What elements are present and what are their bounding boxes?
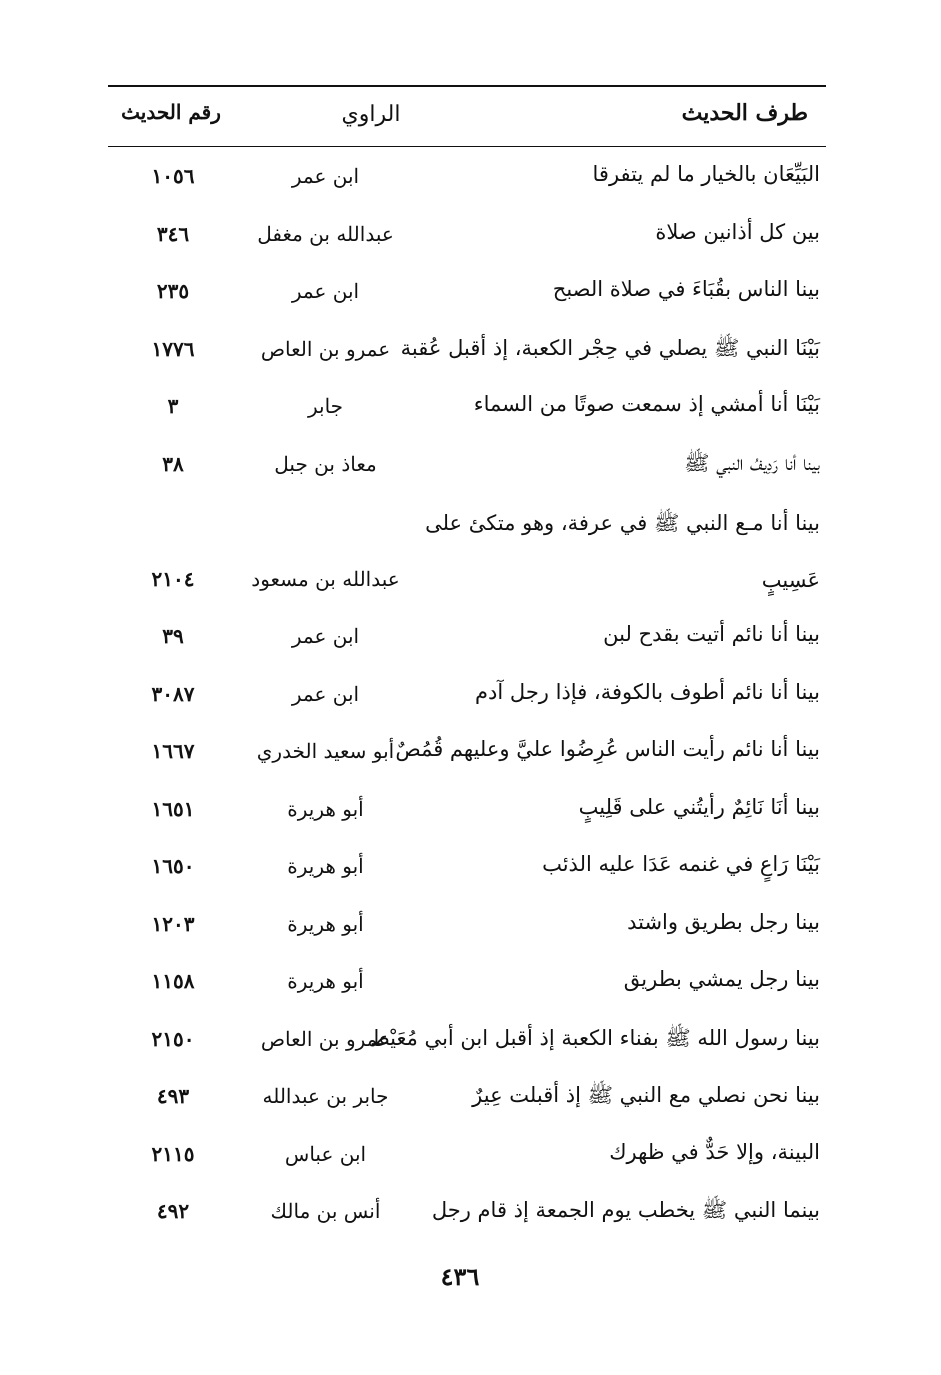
hadith-text: بينا نحن نصلي مع النبي ﷺ إذ أقبلت عِيرٌ xyxy=(472,1083,820,1107)
page-number: ٤٣٦ xyxy=(440,1262,480,1291)
narrator: ابن عباس xyxy=(284,1141,367,1166)
table-row xyxy=(108,438,826,496)
table-row xyxy=(108,1013,826,1071)
hadith-number: ٣٩ xyxy=(162,624,184,648)
hadith-number: ٣٤٦ xyxy=(156,221,190,246)
table-row xyxy=(108,323,826,381)
hadith-number: ١٢٠٣ xyxy=(151,911,195,936)
hadith-index-table xyxy=(108,150,826,1243)
header-hadith-text: طرف الحديث xyxy=(681,100,808,126)
table-row xyxy=(108,1185,826,1243)
narrator: ابن عمر xyxy=(291,164,360,188)
hadith-text: بينا أنا نائم أطوف بالكوفة، فإذا رجل آدم xyxy=(475,679,820,704)
table-row xyxy=(108,495,826,610)
table-row xyxy=(108,380,826,438)
hadith-text: بينا أنا مـع النبي ﷺ في عرفة، وهو متكئ على عَسِيبٍ xyxy=(425,511,820,592)
table-row xyxy=(108,150,826,208)
hadith-number: ٢١٥٠ xyxy=(151,1026,195,1051)
hadith-number: ٤٩٢ xyxy=(156,1199,190,1223)
header-hadith-number: رقم الحديث xyxy=(121,100,221,124)
table-row xyxy=(108,783,826,841)
table-row xyxy=(108,1128,826,1186)
hadith-text: بينما النبي ﷺ يخطب يوم الجمعة إذ قام رجل xyxy=(431,1198,820,1222)
table-row xyxy=(108,898,826,956)
narrator: أبو سعيد الخدري xyxy=(256,739,395,763)
hadith-number: ١٦٥١ xyxy=(151,796,195,821)
hadith-number: ٢٣٥ xyxy=(156,279,190,303)
hadith-text: بينا أنا نائم رأيت الناس عُرِضُوا عليَّ وعليهم قُمُصٌ xyxy=(395,737,820,761)
hadith-text: بينا رجل يمشي بطريق xyxy=(623,967,820,991)
header-narrator: الراوي xyxy=(341,102,401,127)
narrator: أبو هريرة xyxy=(287,969,364,993)
hadith-text: بَيْنَا النبي ﷺ يصلي في حِجْر الكعبة، إذ أقبل عُقبة xyxy=(400,335,820,360)
table-row xyxy=(108,725,826,783)
narrator: أنس بن مالك xyxy=(270,1199,381,1223)
hadith-number: ٢١١٥ xyxy=(151,1141,195,1166)
table-row xyxy=(108,1070,826,1128)
hadith-text: بينا رسول الله ﷺ بفناء الكعبة إذ أقبل ابن أبي مُعَيْط xyxy=(370,1025,820,1050)
table-row xyxy=(108,265,826,323)
narrator: جابر بن عبدالله xyxy=(262,1084,389,1108)
narrator: جابر xyxy=(307,394,344,418)
hadith-number: ٣٠٨٧ xyxy=(151,681,195,706)
narrator: أبو هريرة xyxy=(287,911,364,936)
hadith-text: بينا أنا رَدِيفُ النبي ﷺ xyxy=(684,450,820,475)
hadith-number: ٣٨ xyxy=(162,451,184,476)
narrator: ابن عمر xyxy=(291,624,360,648)
hadith-text: بينا الناس بقُبَاءَ في صلاة الصبح xyxy=(552,277,820,301)
hadith-number: ٢١٠٤ xyxy=(151,567,195,591)
table-row xyxy=(108,955,826,1013)
hadith-text: البَيِّعَان بالخيار ما لم يتفرقا xyxy=(592,162,820,186)
narrator: معاذ بن جبل xyxy=(274,451,377,476)
hadith-number: ١٦٦٧ xyxy=(151,739,195,763)
narrator: عبدالله بن مغفل xyxy=(257,221,394,246)
hadith-text: بَيْنَا رَاعٍ في غنمه عَدَا عليه الذئب xyxy=(542,852,820,876)
hadith-number: ٤٩٣ xyxy=(156,1084,190,1108)
table-row xyxy=(108,208,826,266)
narrator: أبو هريرة xyxy=(287,854,364,878)
hadith-number: ٣ xyxy=(167,394,179,418)
hadith-text: بينا رجل بطريق واشتد xyxy=(627,909,820,934)
table-header xyxy=(108,96,826,140)
narrator: عمرو بن العاص xyxy=(260,336,391,361)
hadith-number: ١٦٥٠ xyxy=(151,854,195,878)
narrator: أبو هريرة xyxy=(287,796,364,821)
narrator: ابن عمر xyxy=(291,279,360,303)
table-row xyxy=(108,840,826,898)
header-rule xyxy=(108,146,826,147)
narrator: ابن عمر xyxy=(291,681,360,706)
hadith-number: ١١٥٨ xyxy=(151,969,195,993)
hadith-number: ١٧٧٦ xyxy=(151,336,195,361)
table-row xyxy=(108,668,826,726)
hadith-number: ١٠٥٦ xyxy=(151,164,195,188)
hadith-text: البينة، وإلا حَدٌّ في ظهرك xyxy=(609,1139,820,1164)
top-rule xyxy=(108,85,826,87)
table-row xyxy=(108,610,826,668)
narrator: عبدالله بن مسعود xyxy=(251,567,400,591)
hadith-text: بينا أنَا نَائِمٌ رأيتُني على قَلِيبٍ xyxy=(578,794,820,819)
narrator: عمرو بن العاص xyxy=(260,1026,391,1051)
hadith-text: بين كل أذانين صلاة xyxy=(655,219,820,244)
hadith-text: بَيْنَا أنا أمشي إذ سمعت صوتًا من السماء xyxy=(473,392,820,416)
hadith-text: بينا أنا نائم أتيت بقدح لبن xyxy=(603,622,820,646)
